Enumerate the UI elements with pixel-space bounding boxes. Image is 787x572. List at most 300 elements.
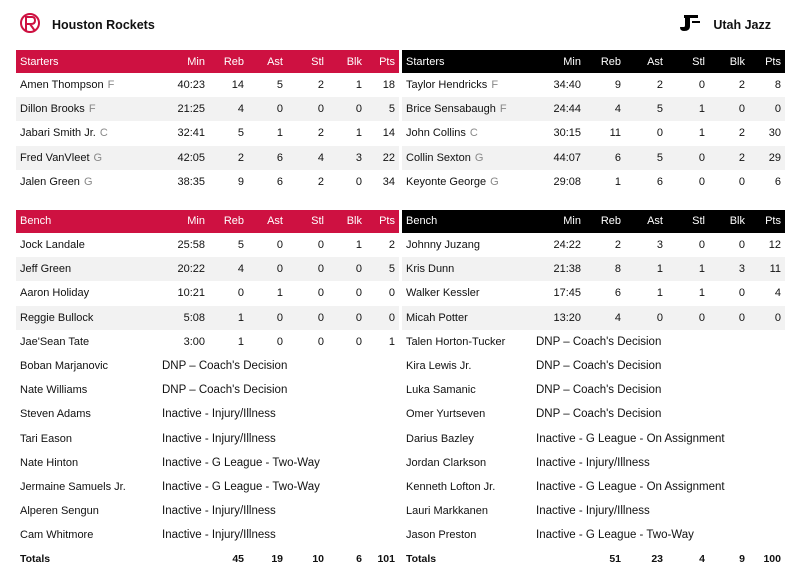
bench-header: Bench [402,210,530,233]
stat-ast: 6 [276,175,283,188]
player-name-cell [402,121,530,145]
dnp-status: Inactive - G League - Two-Way [536,529,694,542]
col-pts: Pts [366,50,399,73]
stat-blk: 2 [738,127,745,140]
stat-reb: 11 [609,127,621,140]
stat-min: 21:25 [156,97,209,121]
stat-reb: 1 [237,335,244,348]
dnp-status: Inactive - Injury/Illness [162,432,276,445]
col-blk: Blk [328,210,366,233]
player-position: G [83,175,93,188]
col-min: Min [530,210,585,233]
table-row [402,73,785,97]
stat-reb: 5 [237,127,244,140]
stat-pts: 11 [749,257,785,281]
stat-pts: 6 [774,175,781,188]
stat-blk: 0 [328,257,366,281]
totals-pts: 100 [763,553,781,566]
col-ast: Ast [625,50,667,73]
stat-min: 44:07 [530,146,585,170]
col-stl: Stl [287,210,328,233]
stat-stl: 2 [317,79,324,92]
player-name[interactable]: Taylor Hendricks [406,79,488,92]
stat-min: 24:22 [553,239,581,252]
stat-min: 38:35 [177,175,205,188]
table-row [402,281,785,305]
player-name-cell [402,475,530,499]
player-name-cell [16,426,156,450]
player-name-cell [16,475,156,499]
player-name-cell [16,257,156,281]
player-name[interactable]: Kira Lewis Jr. [406,359,472,372]
stat-min: 42:05 [156,146,209,170]
stat-blk: 3 [328,146,366,170]
player-name-cell [402,499,530,523]
stat-stl: 1 [667,97,709,121]
stat-pts: 4 [774,287,781,300]
player-name[interactable]: Dillon Brooks [20,103,85,116]
stat-reb: 4 [209,97,248,121]
rockets-logo-icon [20,11,40,40]
stat-reb: 1 [209,306,248,330]
player-name[interactable]: Jason Preston [406,529,477,542]
stat-ast: 1 [625,257,667,281]
player-name[interactable]: Jock Landale [20,239,85,252]
col-reb: Reb [585,210,625,233]
stat-blk: 0 [328,97,366,121]
col-min: Min [156,210,209,233]
col-pts: Pts [749,50,785,73]
stat-ast: 1 [276,127,283,140]
player-name[interactable]: Cam Whitmore [20,529,94,542]
dnp-status: Inactive - G League - Two-Way [162,456,320,469]
table-row [16,170,399,194]
table-header-row [402,210,785,233]
dnp-status: DNP – Coach's Decision [536,359,662,372]
stat-ast: 2 [656,79,663,92]
player-name[interactable]: Talen Horton-Tucker [406,335,506,348]
dnp-row [402,402,785,426]
totals-ast: 23 [651,553,663,566]
dnp-row [402,499,785,523]
dnp-row [402,330,785,354]
table-row [402,257,785,281]
stat-blk: 0 [709,306,749,330]
player-name-cell [402,451,530,475]
stat-min: 3:00 [183,335,205,348]
stat-stl: 0 [698,175,705,188]
player-position: F [107,79,115,92]
player-name[interactable]: Jalen Green [20,175,80,188]
away-team-name: Utah Jazz [713,18,771,32]
col-reb: Reb [209,210,248,233]
table-row [16,233,399,257]
bench-header: Bench [16,210,156,233]
stat-min: 13:20 [530,306,585,330]
stat-reb: 2 [614,239,621,252]
player-name[interactable]: Fred VanVleet [20,151,90,164]
stat-pts: 1 [388,335,395,348]
stat-blk: 0 [355,335,362,348]
player-position: F [491,79,499,92]
totals-pts: 101 [377,553,395,566]
dnp-row [402,378,785,402]
stat-stl: 0 [667,306,709,330]
col-reb: Reb [585,50,625,73]
dnp-row [16,402,399,426]
stat-blk: 0 [355,175,362,188]
jazz-boxscore [402,50,785,571]
home-team-name: Houston Rockets [52,18,155,32]
dnp-status: DNP – Coach's Decision [536,384,662,397]
stat-min: 40:23 [177,79,205,92]
stat-reb: 2 [209,146,248,170]
dnp-row [16,378,399,402]
dnp-row [402,426,785,450]
dnp-status: DNP – Coach's Decision [536,335,662,348]
player-name[interactable]: Steven Adams [20,408,91,421]
stat-stl: 0 [317,287,324,300]
stat-reb: 1 [614,175,621,188]
stat-stl: 1 [698,287,705,300]
player-name-cell [402,402,530,426]
starters-header: Starters [16,50,156,73]
dnp-row [402,475,785,499]
player-name-cell [402,146,530,170]
stat-pts: 0 [366,306,399,330]
player-name[interactable]: Amen Thompson [20,79,104,92]
stat-blk: 2 [709,146,749,170]
player-name-cell [402,73,530,97]
stat-pts: 2 [388,239,395,252]
stat-stl: 0 [287,97,328,121]
stat-blk: 0 [328,306,366,330]
player-name[interactable]: Lauri Markkanen [406,505,488,518]
stat-ast: 6 [656,175,663,188]
table-header-row [402,50,785,73]
stat-pts: 0 [749,306,785,330]
stat-ast: 6 [248,146,287,170]
stat-blk: 1 [355,239,362,252]
col-min: Min [156,50,209,73]
player-name[interactable]: Collin Sexton [406,151,471,164]
stat-ast: 0 [656,127,663,140]
stat-pts: 12 [768,239,781,252]
stat-ast: 5 [625,146,667,170]
player-name-cell [16,170,156,194]
game-header [0,0,787,50]
totals-reb: 51 [609,553,621,566]
stat-pts: 0 [388,287,395,300]
player-name[interactable]: Tari Eason [20,432,72,445]
dnp-status: Inactive - Injury/Illness [162,408,276,421]
home-team[interactable] [20,12,155,38]
stat-blk: 0 [709,97,749,121]
player-name[interactable]: Nate Williams [20,384,88,397]
dnp-row [16,475,399,499]
player-name-cell [402,97,530,121]
player-name[interactable]: Omer Yurtseven [406,408,486,421]
player-name-cell [16,523,156,547]
stat-reb: 0 [237,287,244,300]
player-name[interactable]: Johnny Juzang [406,239,480,252]
player-name[interactable]: Kris Dunn [406,263,455,276]
stat-reb: 9 [237,175,244,188]
player-name-cell [16,97,156,121]
player-name-cell [16,233,156,257]
dnp-status: DNP – Coach's Decision [536,408,662,421]
col-pts: Pts [749,210,785,233]
col-blk: Blk [709,210,749,233]
totals-label: Totals [20,553,51,566]
col-blk: Blk [328,50,366,73]
dnp-status: Inactive - G League - On Assignment [536,432,725,445]
dnp-row [402,451,785,475]
player-name[interactable]: Brice Sensabaugh [406,103,496,116]
stat-blk: 3 [709,257,749,281]
stat-reb: 4 [585,306,625,330]
stat-pts: 22 [366,146,399,170]
player-position: G [490,175,499,188]
dnp-status: Inactive - Injury/Illness [162,505,276,518]
stat-reb: 8 [585,257,625,281]
stat-min: 10:21 [177,287,205,300]
stat-min: 30:15 [553,127,581,140]
totals-blk: 9 [739,553,745,566]
player-name[interactable]: Alperen Sengun [20,505,99,518]
stat-stl: 4 [287,146,328,170]
stat-pts: 18 [382,79,395,92]
player-name-cell [16,306,156,330]
col-stl: Stl [667,210,709,233]
rockets-starters-table [16,50,399,194]
stat-reb: 6 [614,287,621,300]
stat-pts: 29 [749,146,785,170]
player-name-cell [16,121,156,145]
col-stl: Stl [667,50,709,73]
player-position: C [99,127,108,140]
table-row [16,281,399,305]
totals-stl: 10 [312,553,324,566]
player-name-cell [402,426,530,450]
totals-reb: 45 [232,553,244,566]
stat-blk: 1 [355,127,362,140]
stat-stl: 1 [698,127,705,140]
stat-pts: 5 [366,97,399,121]
player-name[interactable]: Aaron Holiday [20,287,90,300]
totals-ast: 19 [271,553,283,566]
player-name[interactable]: Jordan Clarkson [406,456,487,469]
player-name[interactable]: Jermaine Samuels Jr. [20,480,126,493]
player-name-cell [16,73,156,97]
player-name-cell [16,451,156,475]
stat-stl: 2 [317,127,324,140]
stat-ast: 0 [248,97,287,121]
dnp-row [16,451,399,475]
totals-row [16,547,399,571]
stat-reb: 4 [585,97,625,121]
stat-ast: 5 [276,79,283,92]
player-name-cell [402,523,530,547]
table-row [16,146,399,170]
dnp-status: Inactive - G League - Two-Way [162,480,320,493]
stat-pts: 34 [382,175,395,188]
player-name-cell [402,170,530,194]
table-row [402,97,785,121]
player-name-cell [16,330,156,354]
stat-stl: 0 [698,239,705,252]
player-name[interactable]: John Collins [406,127,466,140]
totals-stl: 4 [699,553,705,566]
stat-blk: 0 [738,239,745,252]
dnp-row [16,426,399,450]
player-name-cell [16,378,156,402]
stat-min: 34:40 [553,79,581,92]
stat-min: 17:45 [553,287,581,300]
table-row [16,330,399,354]
player-name[interactable]: Walker Kessler [406,287,480,300]
player-name[interactable]: Boban Marjanovic [20,359,109,372]
col-pts: Pts [366,210,399,233]
player-name[interactable]: Nate Hinton [20,456,79,469]
totals-row [402,547,785,571]
table-header-row [16,50,399,73]
table-row [16,306,399,330]
col-reb: Reb [209,50,248,73]
player-name-cell [16,281,156,305]
player-name[interactable]: Reggie Bullock [20,311,94,324]
stat-ast: 0 [276,239,283,252]
col-ast: Ast [248,210,287,233]
table-row [16,121,399,145]
col-ast: Ast [625,210,667,233]
table-row [402,233,785,257]
table-header-row [16,210,399,233]
col-blk: Blk [709,50,749,73]
stat-min: 29:08 [553,175,581,188]
player-name[interactable]: Jeff Green [20,263,72,276]
player-name-cell [402,354,530,378]
stat-blk: 1 [355,79,362,92]
stat-stl: 0 [698,79,705,92]
player-name[interactable]: Darius Bazley [406,432,474,445]
dnp-status: DNP – Coach's Decision [162,384,288,397]
stat-min: 21:38 [530,257,585,281]
stat-reb: 14 [231,79,244,92]
stat-blk: 0 [738,175,745,188]
player-name-cell [16,146,156,170]
jazz-starters-table [402,50,785,194]
dnp-status: DNP – Coach's Decision [162,359,288,372]
dnp-status: Inactive - Injury/Illness [162,529,276,542]
table-row [402,170,785,194]
player-name[interactable]: Luka Samanic [406,384,476,397]
table-row [16,73,399,97]
totals-label: Totals [406,553,437,566]
player-position: G [474,151,484,164]
dnp-row [402,523,785,547]
player-name[interactable]: Jae'Sean Tate [20,335,90,348]
stat-reb: 5 [237,239,244,252]
totals-blk: 6 [356,553,362,566]
dnp-row [402,354,785,378]
stat-stl: 0 [287,306,328,330]
player-name-cell [16,499,156,523]
dnp-row [16,499,399,523]
stat-stl: 2 [317,175,324,188]
stat-pts: 8 [774,79,781,92]
player-position: F [499,103,507,116]
stat-ast: 1 [656,287,663,300]
dnp-status: Inactive - Injury/Illness [536,456,650,469]
player-name-cell [402,378,530,402]
col-ast: Ast [248,50,287,73]
player-name-cell [402,281,530,305]
stat-ast: 0 [248,306,287,330]
stat-ast: 1 [276,287,283,300]
jazz-logo-icon [677,12,703,39]
stat-ast: 3 [656,239,663,252]
table-row [16,257,399,281]
stat-stl: 0 [317,239,324,252]
starters-header: Starters [402,50,530,73]
col-min: Min [530,50,585,73]
player-name-cell [402,306,530,330]
jazz-bench-table [402,210,785,571]
player-name[interactable]: Kenneth Lofton Jr. [406,480,496,493]
player-position: G [93,151,103,164]
stat-pts: 30 [768,127,781,140]
table-row [16,97,399,121]
player-name-cell [402,330,530,354]
stat-ast: 0 [248,257,287,281]
stat-ast: 0 [625,306,667,330]
player-position: F [88,103,96,116]
stat-pts: 0 [749,97,785,121]
stat-min: 24:44 [530,97,585,121]
dnp-row [16,523,399,547]
stat-min: 5:08 [156,306,209,330]
stat-pts: 5 [366,257,399,281]
player-name[interactable]: Jabari Smith Jr. [20,127,96,140]
player-name-cell [402,233,530,257]
dnp-status: Inactive - G League - On Assignment [536,480,725,493]
stat-min: 32:41 [177,127,205,140]
stat-stl: 0 [317,335,324,348]
player-name-cell [402,257,530,281]
stat-reb: 9 [614,79,621,92]
stat-reb: 6 [585,146,625,170]
stat-ast: 0 [276,335,283,348]
stat-reb: 4 [209,257,248,281]
dnp-row [16,354,399,378]
stat-blk: 0 [355,287,362,300]
player-name[interactable]: Micah Potter [406,311,468,324]
player-name[interactable]: Keyonte George [406,175,487,188]
dnp-status: Inactive - Injury/Illness [536,505,650,518]
stat-stl: 0 [667,146,709,170]
player-position: C [469,127,478,140]
away-team[interactable] [677,12,771,38]
stat-stl: 0 [287,257,328,281]
stat-blk: 0 [738,287,745,300]
table-row [402,121,785,145]
stat-min: 25:58 [177,239,205,252]
rockets-bench-table [16,210,399,571]
col-stl: Stl [287,50,328,73]
table-row [402,306,785,330]
table-row [402,146,785,170]
